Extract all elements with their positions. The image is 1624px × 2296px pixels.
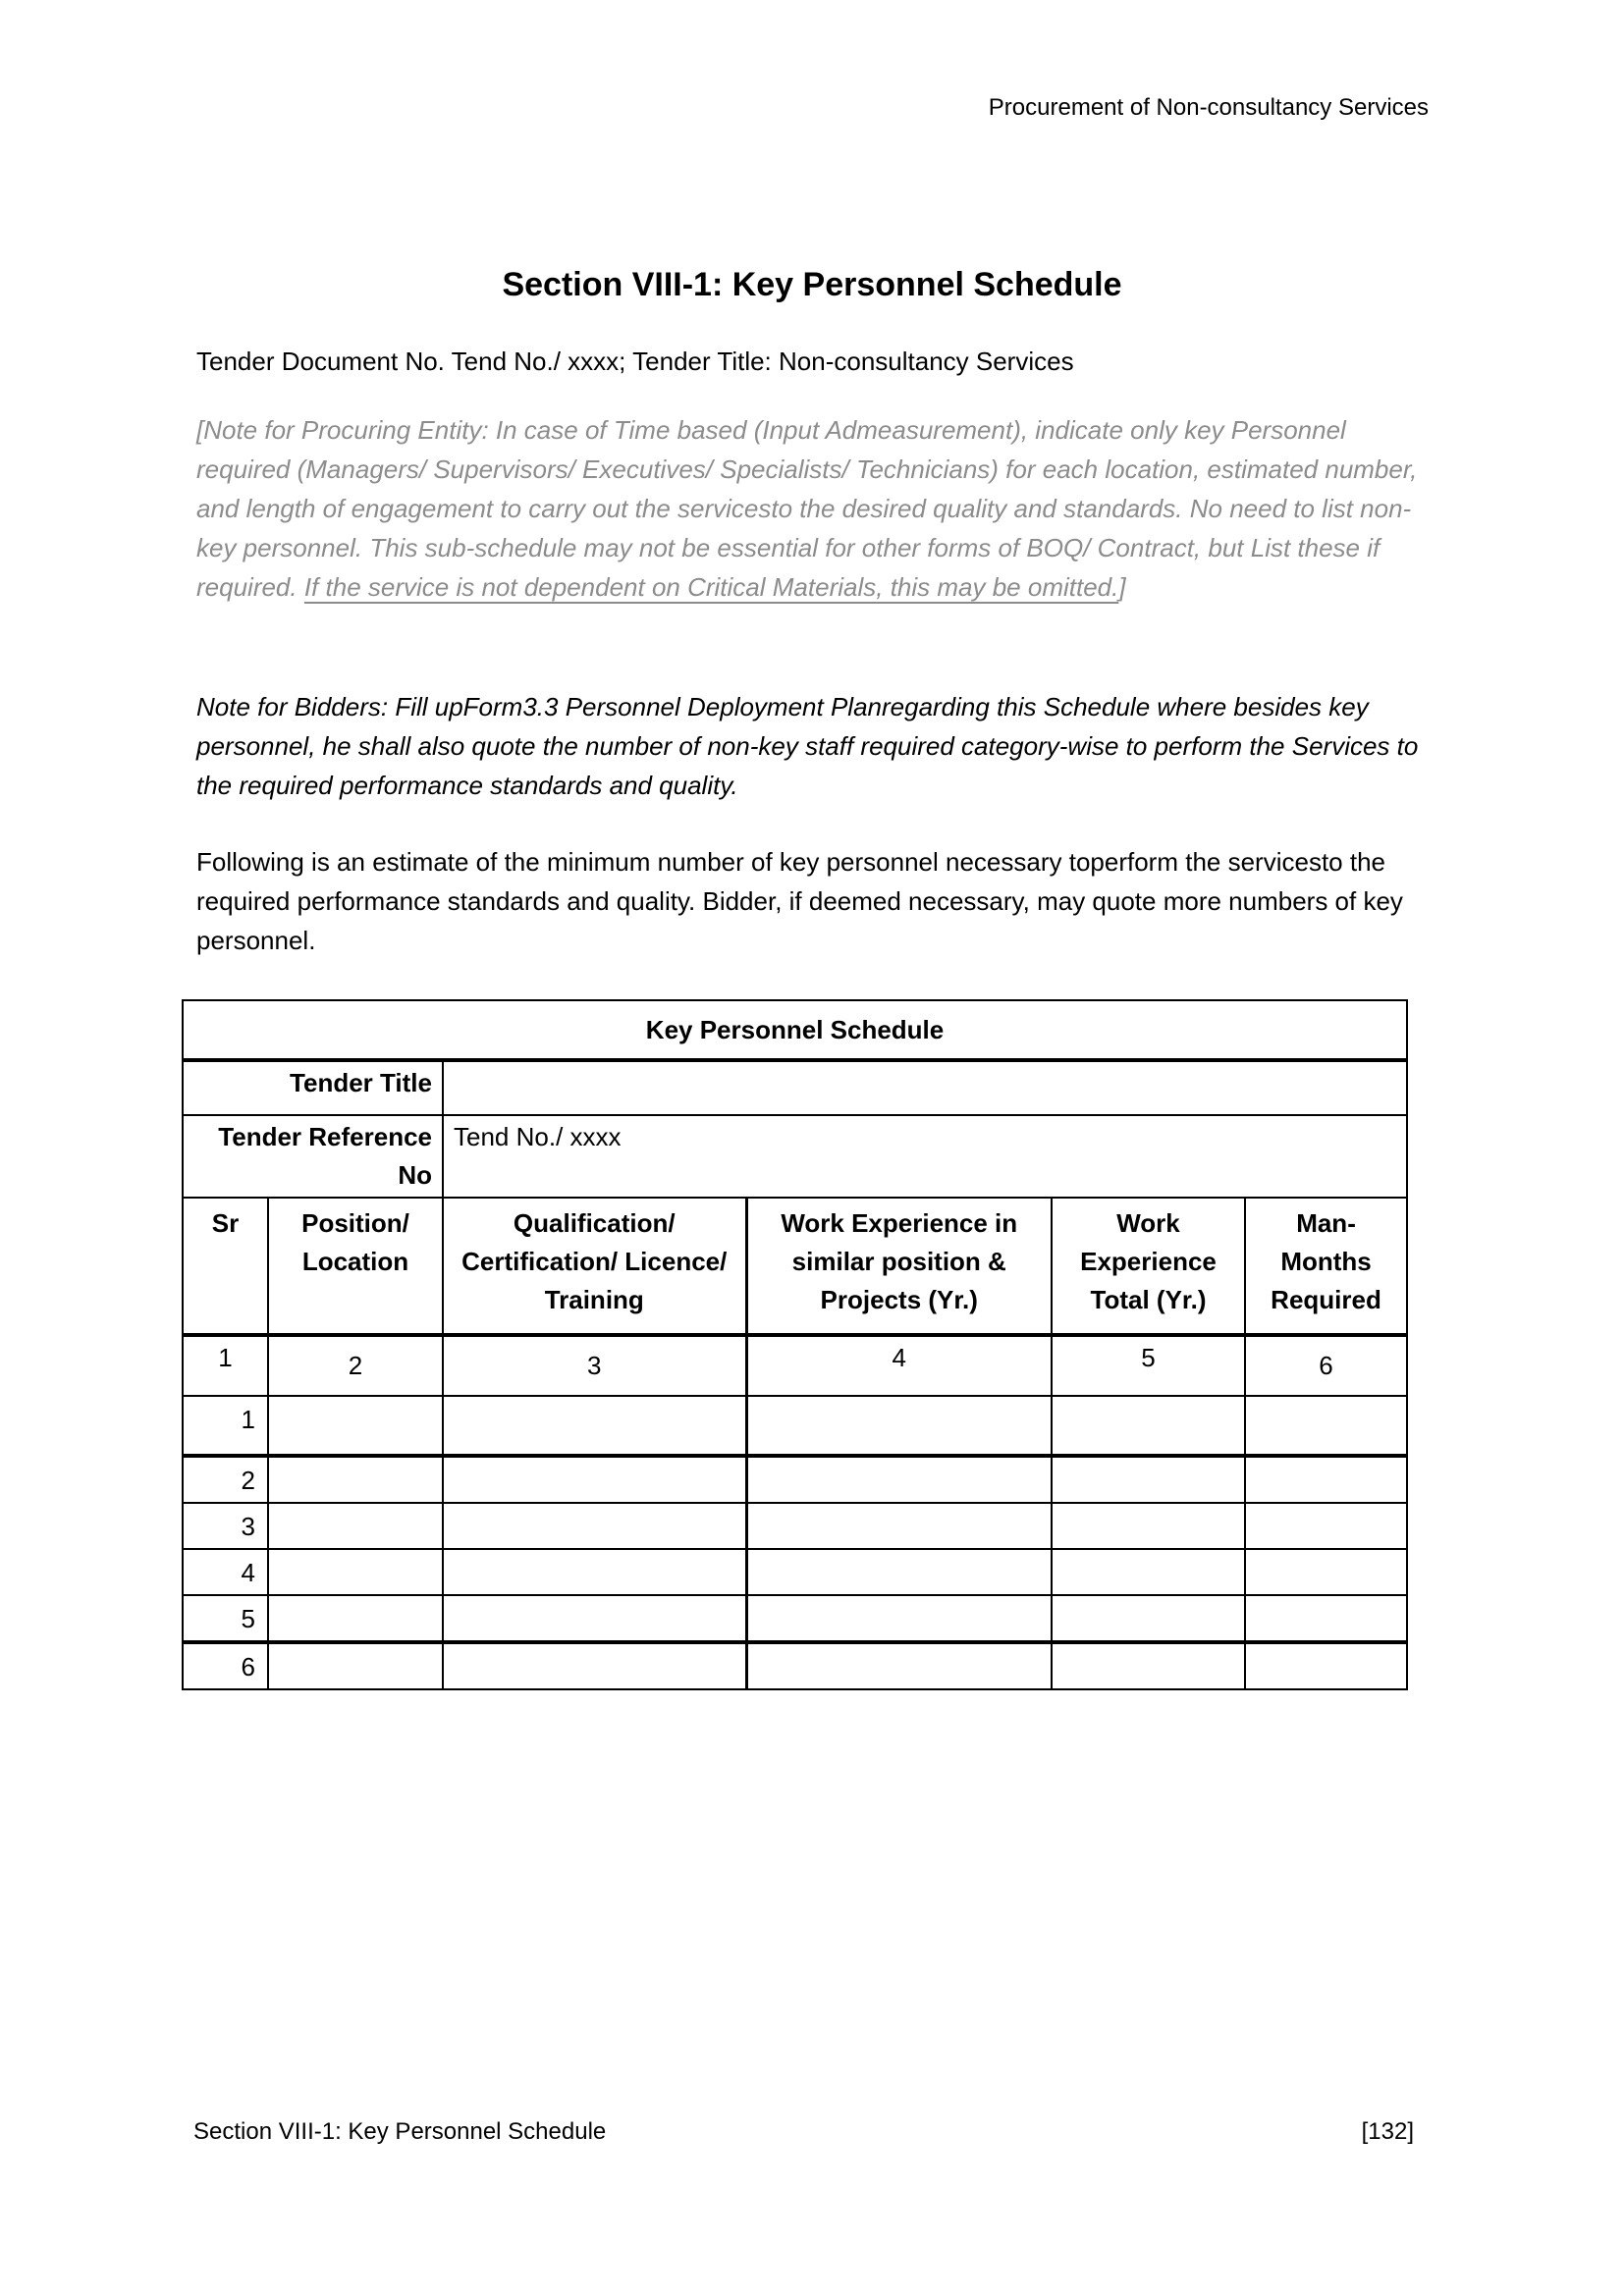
qualification-cell [443,1396,746,1456]
work-experience-total-cell [1052,1503,1245,1549]
sr-cell: 5 [183,1595,268,1642]
man-months-cell [1245,1549,1407,1595]
col-number: 5 [1052,1335,1245,1396]
man-months-cell [1245,1503,1407,1549]
note-for-procuring-entity [196,410,1428,607]
position-cell [268,1503,443,1549]
col-header-qualification: Qualification/ Certification/ Licence/ Training [443,1198,746,1335]
note-for-bidders: Note for Bidders: Fill upForm3.3 Personnel Deployment Planregarding this Schedule where besides key personnel, he shall also quote the number of non-key staff required category-wise to perform the Services to the required performance standards and quality. [196,692,1419,800]
tender-title-value [443,1060,1407,1115]
key-personnel-schedule-table [182,999,1408,1690]
tender-document-line: Tender Document No. Tend No./ xxxx; Tender Title: Non-consultancy Services [196,347,1074,376]
sr-cell: 6 [183,1642,268,1689]
page-header-right: Procurement of Non-consultancy Services [988,94,1429,121]
position-cell [268,1549,443,1595]
work-experience-total-cell [1052,1396,1245,1456]
sr-cell: 4 [183,1549,268,1595]
work-experience-total-cell [1052,1595,1245,1642]
note-text-before-underline: [Note for Procuring Entity: In case of Time based (Input Admeasurement), indicate only key Personnel required (Managers/ Supervisors/ Executives/ Specialists/ Technicians) for each location, estimated number, and length of engagement to carry out the servicesto the desired quality and standards. No need to list non-key personnel. This sub-schedule may not be essential for other forms of BOQ/ Contract, but List these if required. [196,415,1418,602]
page-title: Section VIII-1: Key Personnel Schedule [502,266,1122,303]
intro-paragraph: Following is an estimate of the minimum number of key personnel necessary toperform the servicesto the required performance standards and quality. Bidder, if deemed necessary, may quote more numbers of key personnel. [196,847,1403,955]
man-months-cell [1245,1595,1407,1642]
note-underlined-text: If the service is not dependent on Critical Materials, this may be omitted. [303,572,1119,602]
col-header-work-experience-similar: Work Experience in similar position & Projects (Yr.) [746,1198,1052,1335]
work-experience-similar-cell [746,1549,1052,1595]
position-cell [268,1595,443,1642]
footer-section-title: Section VIII-1: Key Personnel Schedule [193,2118,607,2145]
sr-cell: 2 [183,1456,268,1503]
work-experience-similar-cell [746,1396,1052,1456]
qualification-cell [443,1642,746,1689]
sr-cell: 3 [183,1503,268,1549]
col-header-position: Position/ Location [268,1198,443,1335]
qualification-cell [443,1503,746,1549]
work-experience-similar-cell [746,1503,1052,1549]
table-title-row [183,1000,1407,1060]
table-row [183,1549,1407,1595]
col-header-sr: Sr [183,1198,268,1335]
column-header-row [183,1198,1407,1335]
tender-reference-row [183,1115,1407,1198]
col-number: 6 [1245,1335,1407,1396]
col-header-work-experience-total: Work Experience Total (Yr.) [1052,1198,1245,1335]
tender-reference-label: Tender Reference No [183,1115,443,1198]
table-title: Key Personnel Schedule [183,1000,1407,1060]
col-number: 4 [746,1335,1052,1396]
col-number: 2 [268,1335,443,1396]
note-text-after-underline: ] [1118,572,1126,602]
col-number: 1 [183,1335,268,1396]
position-cell [268,1456,443,1503]
column-numbering-row [183,1335,1407,1396]
tender-title-label: Tender Title [183,1060,443,1115]
sr-cell: 1 [183,1396,268,1456]
tender-title-row [183,1060,1407,1115]
work-experience-similar-cell [746,1642,1052,1689]
work-experience-similar-cell [746,1595,1052,1642]
table-row [183,1456,1407,1503]
table-row [183,1396,1407,1456]
table-row [183,1503,1407,1549]
man-months-cell [1245,1456,1407,1503]
work-experience-total-cell [1052,1549,1245,1595]
man-months-cell [1245,1396,1407,1456]
qualification-cell [443,1595,746,1642]
table-row [183,1595,1407,1642]
position-cell [268,1396,443,1456]
work-experience-total-cell [1052,1456,1245,1503]
table-row [183,1642,1407,1689]
work-experience-similar-cell [746,1456,1052,1503]
footer-page-number: [132] [1361,2118,1414,2145]
qualification-cell [443,1456,746,1503]
col-header-man-months: Man- Months Required [1245,1198,1407,1335]
man-months-cell [1245,1642,1407,1689]
col-number: 3 [443,1335,746,1396]
page-footer [193,2116,1414,2148]
qualification-cell [443,1549,746,1595]
work-experience-total-cell [1052,1642,1245,1689]
position-cell [268,1642,443,1689]
tender-reference-value: Tend No./ xxxx [443,1115,1407,1198]
